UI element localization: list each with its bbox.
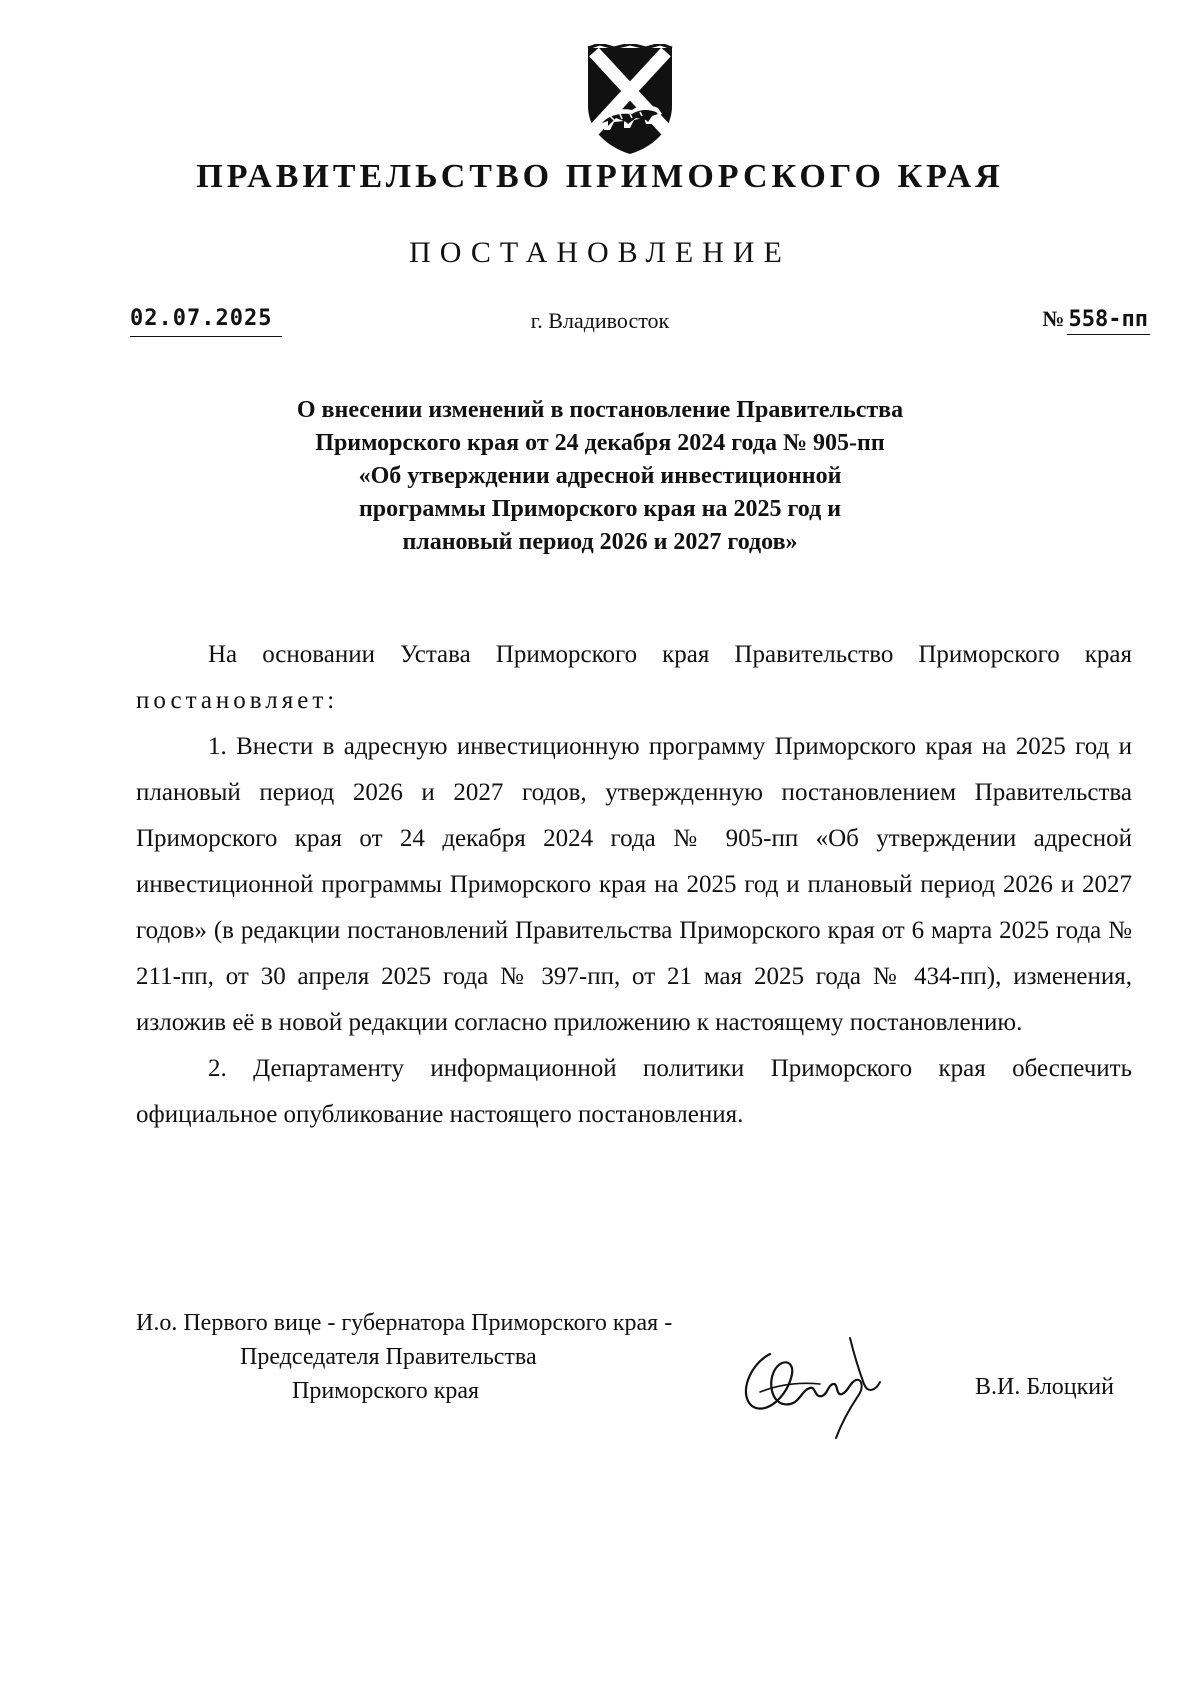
signatory-title-line: Председателя Правительства [240, 1344, 537, 1370]
handwritten-signature-icon [730, 1334, 900, 1449]
subject-line: «Об утверждении адресной инвестиционной [358, 463, 842, 489]
number-value: 558-пп [1067, 307, 1150, 335]
signer-name: В.И. Блоцкий [975, 1374, 1114, 1400]
signatory-title-line: Приморского края [292, 1378, 480, 1404]
resolves-word: постановляет: [136, 687, 339, 714]
intro-paragraph [136, 632, 1132, 724]
document-number [1042, 306, 1150, 335]
subject-line: Приморского края от 24 декабря 2024 года № 905-пп [315, 430, 885, 456]
date-underline [130, 336, 282, 337]
government-title: ПРАВИТЕЛЬСТВО ПРИМОРСКОГО КРАЯ [196, 158, 1004, 195]
coat-of-arms-icon [580, 44, 680, 156]
subject-line: О внесении изменений в постановление Правительства [296, 397, 904, 423]
intro-text: На основании Устава Приморского края Правительство Приморского края [208, 641, 1132, 668]
document-type: ПОСТАНОВЛЕНИЕ [409, 236, 791, 269]
document-city: г. Владивосток [530, 308, 670, 333]
document-subject [0, 394, 1200, 559]
subject-line: программы Приморского края на 2025 год и [358, 496, 842, 522]
document-body [136, 632, 1132, 1138]
number-sign: № [1042, 306, 1065, 331]
item-2-paragraph: 2. Департаменту информационной политики Приморского края обеспечить официальное опубликование настоящего постановления. [136, 1055, 1132, 1128]
item-1-paragraph: 1. Внести в адресную инвестиционную программу Приморского края на 2025 год и плановый период 2026 и 2027 годов, утвержденную постановлением Правительства Приморского края от 24 декабря 2024 года № 905-пп «Об утверждении адресной инвестиционной программы Приморского края на 2025 год и плановый период 2026 и 2027 годов» (в редакции постановлений Правительства Приморского края от 6 марта 2025 года № 211-пп, от 30 апреля 2025 года № 397-пп, от 21 мая 2025 года № 434-пп), изменения, изложив её в новой редакции согласно приложению к настоящему постановлению. [136, 733, 1132, 1036]
document-date: 02.07.2025 [130, 306, 273, 331]
subject-line: плановый период 2026 и 2027 годов» [402, 529, 798, 555]
signatory-title-line: И.о. Первого вице - губернатора Приморского края - [136, 1310, 673, 1336]
